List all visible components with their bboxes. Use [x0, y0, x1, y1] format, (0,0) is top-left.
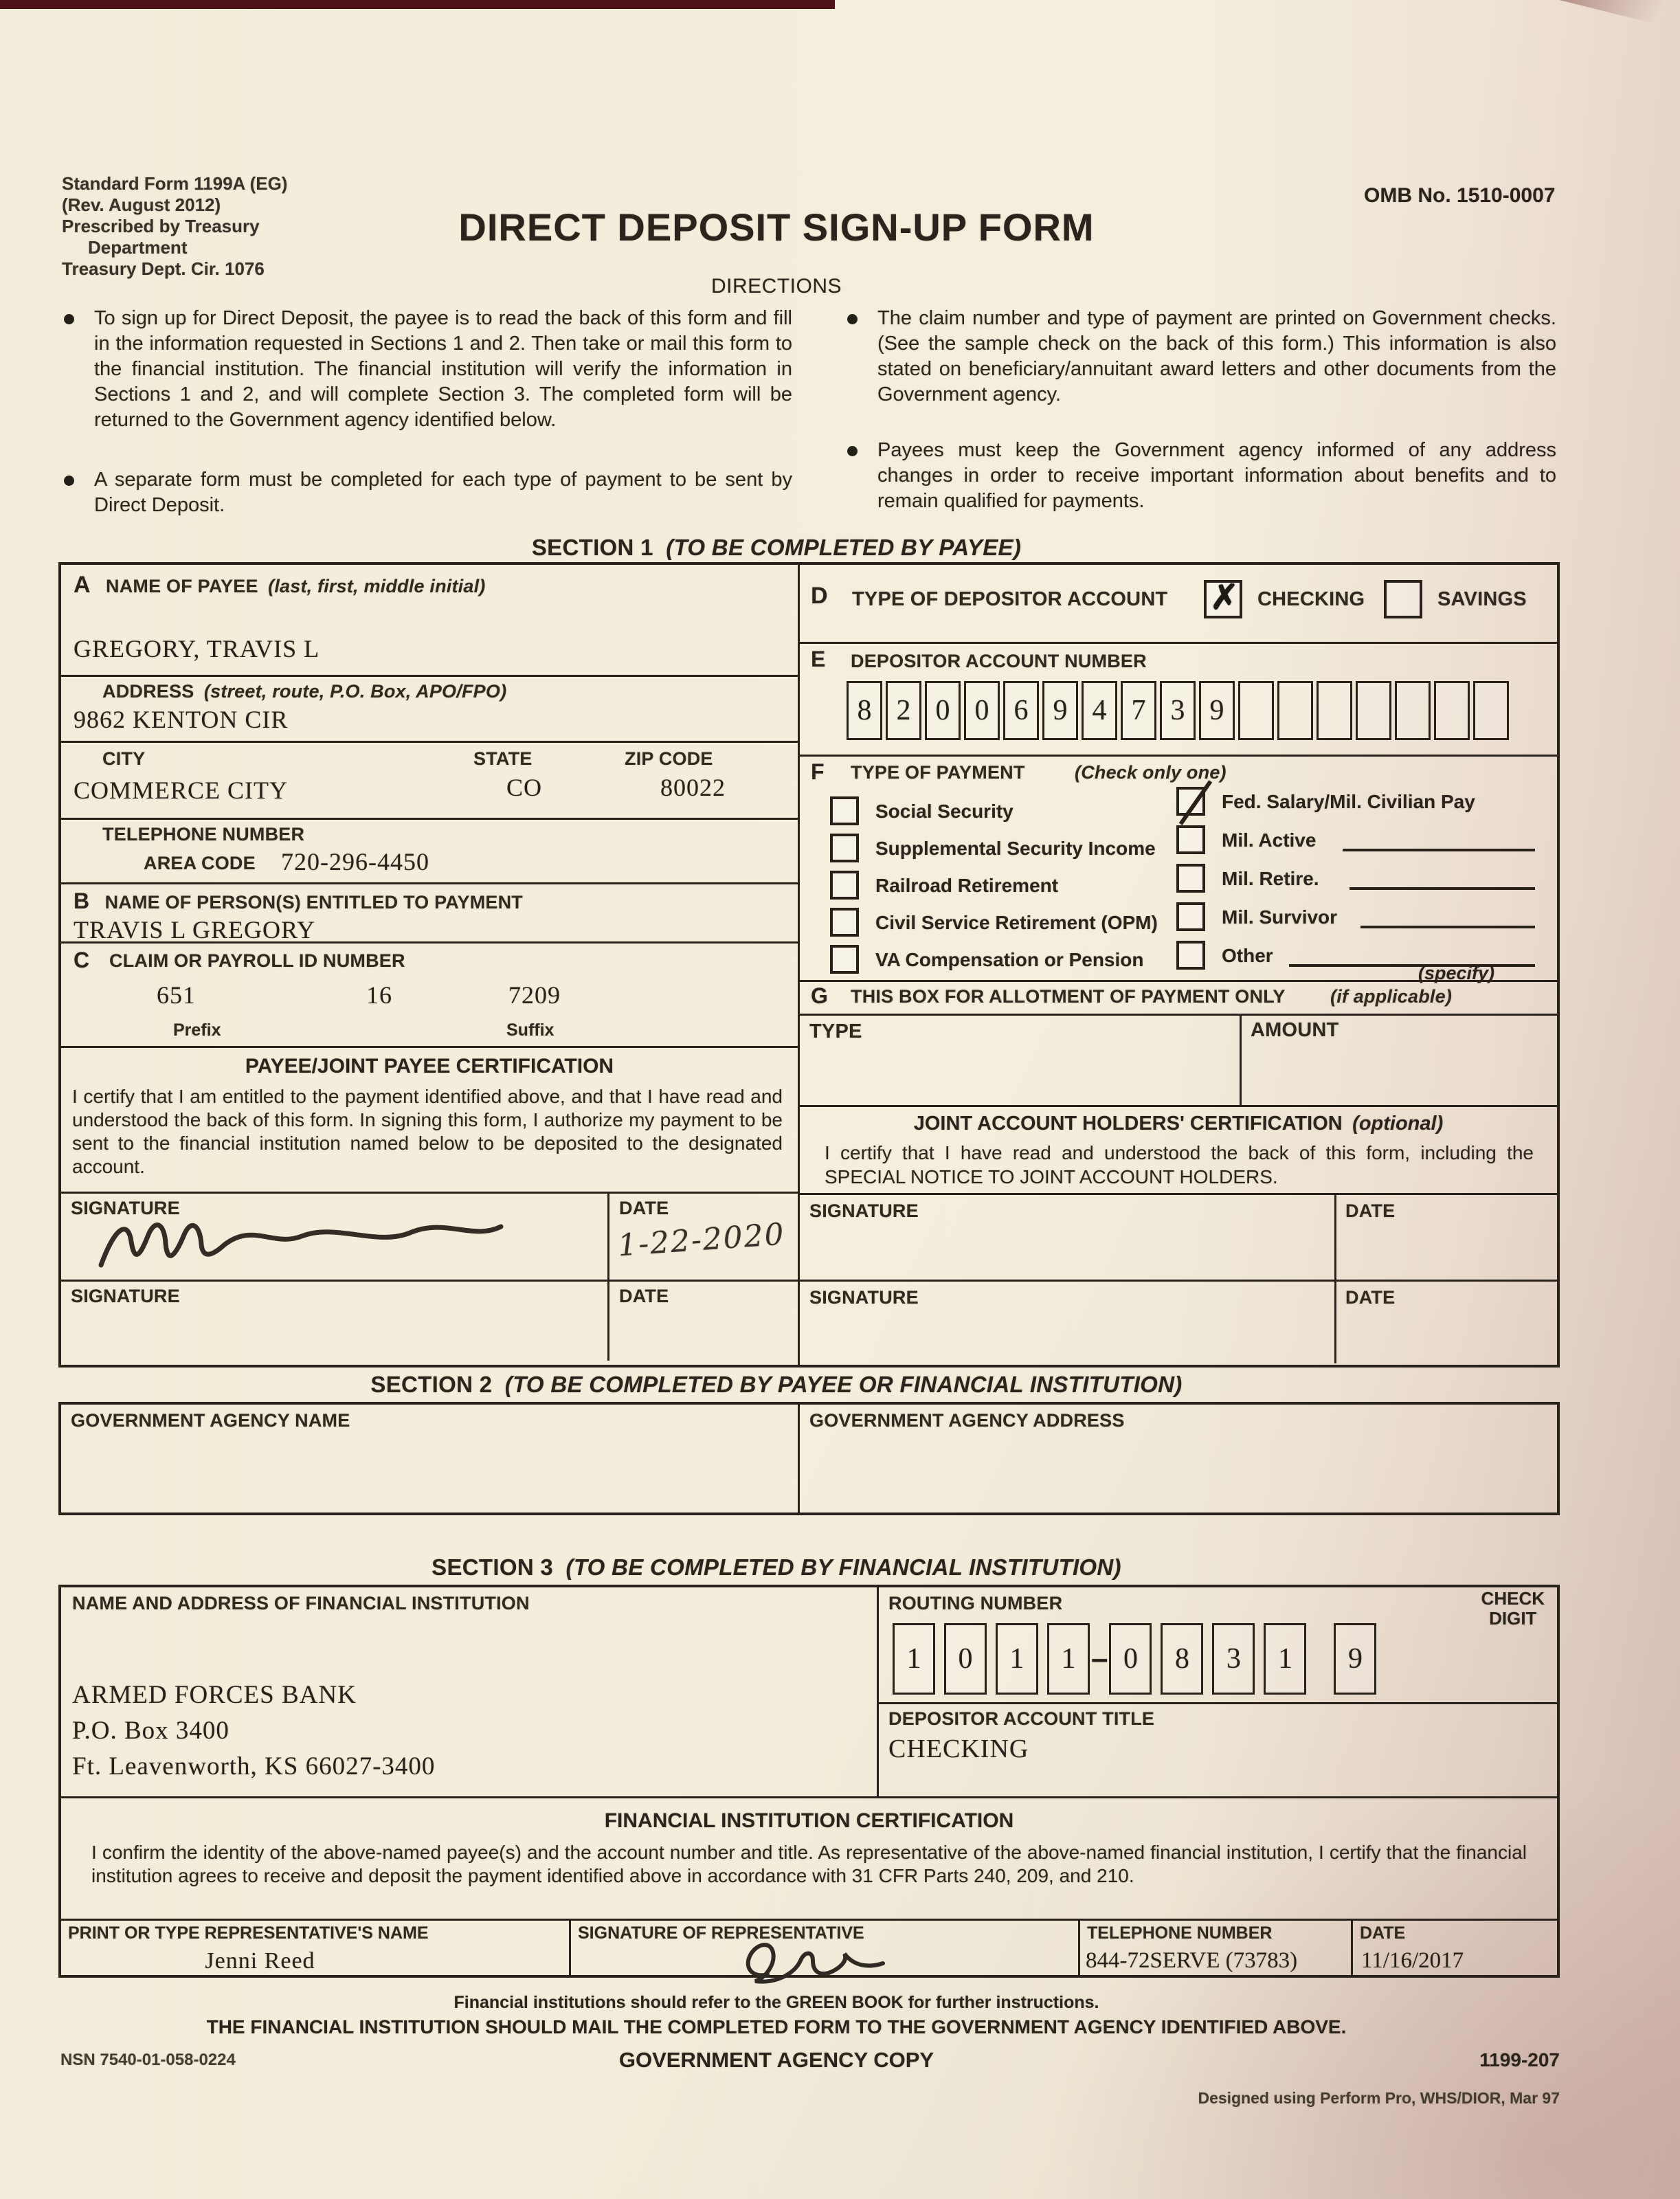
form-id-line: Prescribed by Treasury: [62, 216, 260, 236]
name-of-payee-value: GREGORY, TRAVIS L: [74, 635, 320, 662]
fed-salary-label: Fed. Salary/Mil. Civilian Pay: [1222, 791, 1475, 812]
designed-note: Designed using Perform Pro, WHS/DIOR, Mar 97: [1198, 2089, 1560, 2107]
directions-heading: DIRECTIONS: [710, 275, 842, 298]
claim-suffix-value: 7209: [508, 981, 561, 1009]
va-compensation-label: VA Compensation or Pension: [875, 949, 1144, 970]
account-digit-box: 9: [1199, 681, 1235, 740]
area-code-label: AREA CODE: [144, 853, 256, 873]
joint-cert-heading-note: (optional): [1352, 1113, 1444, 1135]
savings-label: SAVINGS: [1437, 588, 1527, 610]
green-book-note: Financial institutions should refer to the GREEN BOOK for further instructions.: [453, 1993, 1099, 2012]
fi-cert-body: I confirm the identity of the above-named payee(s) and the account number and title. As representative of the above-named financial institution, I certify that the financial institution agrees to receive and deposit the payment identified above in accordance with 31 CFR Parts 240, 209, and 210.: [91, 1842, 1527, 1886]
directions-right-column: [842, 306, 1556, 518]
mil-active-line: [1343, 829, 1535, 851]
city-value: COMMERCE CITY: [74, 777, 289, 804]
directions-left-column: [58, 306, 792, 518]
address-note: (street, route, P.O. Box, APO/FPO): [203, 681, 507, 702]
representative-row: [61, 1919, 1557, 1975]
agency-address-label: GOVERNMENT AGENCY ADDRESS: [809, 1410, 1125, 1431]
fi-city-state-zip: Ft. Leavenworth, KS 66027-3400: [72, 1752, 436, 1781]
account-digit-box: [1238, 681, 1274, 740]
account-number-boxes: [847, 681, 1509, 740]
account-digit-box: 6: [1003, 681, 1039, 740]
rep-signature-scribble: [729, 1933, 921, 1988]
payee-date-value: 1-22-2020: [616, 1216, 787, 1264]
account-title-cell: [879, 1704, 1557, 1796]
payee-signature-row-1: [61, 1192, 798, 1280]
ssi-checkbox: [830, 834, 859, 862]
divider: [607, 1282, 609, 1361]
fed-salary-checkbox: [1176, 787, 1205, 816]
agency-name-cell: [61, 1405, 800, 1512]
mil-survivor-label: Mil. Survivor: [1222, 906, 1338, 928]
civil-service-label: Civil Service Retirement (OPM): [875, 912, 1158, 933]
photo-edge-artifact-top: [0, 0, 835, 9]
routing-digit-box: 1: [1047, 1623, 1090, 1695]
zip-label: ZIP CODE: [625, 748, 713, 769]
person-entitled-value: TRAVIS L GREGORY: [74, 916, 316, 944]
check-digit-label: [1481, 1589, 1545, 1629]
checking-label: CHECKING: [1257, 588, 1365, 610]
routing-digit-box: 0: [1109, 1623, 1152, 1695]
name-of-payee-note: (last, first, middle initial): [268, 576, 486, 596]
payee-cert-body: I certify that I am entitled to the payment identified above, and that I have read and understood the back of this form. In signing this form, I authorize my payment to be sent to the financial institution named below to be deposited to the designated account.: [72, 1086, 783, 1177]
account-title-label: DEPOSITOR ACCOUNT TITLE: [888, 1708, 1155, 1729]
account-digit-box: [1356, 681, 1391, 740]
account-digit-box: 3: [1160, 681, 1196, 740]
joint-cert-body: I certify that I have read and understood the back of this form, including the SPECIAL NOTICE TO JOINT ACCOUNT HOLDERS.: [825, 1142, 1534, 1187]
mil-active-checkbox: [1176, 825, 1205, 854]
rep-phone-cell: [1080, 1921, 1353, 1975]
field-tag-a: A: [74, 572, 91, 598]
field-tag-f: F: [811, 759, 825, 784]
account-digit-box: [1395, 681, 1431, 740]
nsn-number: NSN 7540-01-058-0224: [60, 2051, 236, 2069]
date-label: DATE: [1345, 1287, 1396, 1308]
routing-digit-box: 8: [1161, 1623, 1203, 1695]
field-tag-c: C: [74, 948, 90, 972]
joint-cert-heading-wrap: [800, 1113, 1557, 1135]
field-telephone: [61, 818, 798, 882]
divider: [1334, 1282, 1336, 1363]
section1-right-column: [800, 565, 1557, 1365]
account-title-value: CHECKING: [888, 1734, 1029, 1763]
specify-note: (specify): [1418, 963, 1495, 983]
routing-dash: –: [1091, 1642, 1108, 1675]
agency-name-label: GOVERNMENT AGENCY NAME: [71, 1410, 350, 1431]
rep-name-value: Jenni Reed: [205, 1948, 315, 1974]
field-address: [61, 675, 798, 741]
rep-name-label: PRINT OR TYPE REPRESENTATIVE'S NAME: [68, 1923, 429, 1943]
person-entitled-label: NAME OF PERSON(S) ENTITLED TO PAYMENT: [104, 892, 524, 913]
field-person-entitled: [61, 882, 798, 944]
financial-institution-label: NAME AND ADDRESS OF FINANCIAL INSTITUTION: [72, 1593, 530, 1614]
check-digit-box: 9: [1334, 1623, 1376, 1695]
field-claim-payroll-id: [61, 941, 798, 1046]
rep-signature-label: SIGNATURE OF REPRESENTATIVE: [578, 1923, 864, 1943]
field-type-of-payment: [800, 755, 1557, 983]
zip-value: 80022: [660, 774, 726, 801]
rep-date-cell: [1353, 1921, 1557, 1975]
account-digit-box: 8: [847, 681, 882, 740]
form-id-line: Department: [88, 237, 188, 258]
field-tag-d: D: [811, 583, 828, 609]
routing-number-cell: [879, 1587, 1557, 1704]
payee-signature-scribble: [89, 1206, 611, 1282]
suffix-label: Suffix: [506, 1020, 555, 1040]
form-id-line: (Rev. August 2012): [62, 194, 221, 215]
section2-heading: [58, 1372, 1494, 1398]
state-value: CO: [506, 774, 543, 801]
allotment-note: (if applicable): [1330, 986, 1453, 1007]
check-digit-label-line1: CHECK: [1481, 1588, 1545, 1609]
social-security-checkbox: [830, 796, 859, 825]
section2-heading-note: (TO BE COMPLETED BY PAYEE OR FINANCIAL INSTITUTION): [504, 1372, 1183, 1397]
address-label: ADDRESS: [102, 681, 194, 702]
payee-cert-heading: PAYEE/JOINT PAYEE CERTIFICATION: [245, 1055, 614, 1078]
account-digit-box: 9: [1042, 681, 1078, 740]
joint-certification: [800, 1105, 1557, 1193]
date-label: DATE: [1345, 1201, 1396, 1221]
other-label: Other: [1222, 945, 1273, 966]
payee-signature-row-2: [61, 1280, 798, 1361]
account-digit-box: [1277, 681, 1313, 740]
state-label: STATE: [473, 748, 533, 769]
section3-table: [58, 1585, 1560, 1978]
field-name-of-payee: [61, 565, 798, 675]
check-digit-label-line2: DIGIT: [1489, 1608, 1537, 1629]
mil-survivor-line: [1360, 906, 1535, 928]
financial-institution-cell: [61, 1587, 879, 1796]
address-value: 9862 KENTON CIR: [74, 706, 289, 733]
payee-certification: [61, 1046, 798, 1192]
date-label: DATE: [619, 1198, 669, 1218]
city-label: CITY: [102, 748, 146, 769]
signature-label: SIGNATURE: [71, 1198, 180, 1218]
joint-signature-row-2: [800, 1280, 1557, 1363]
telephone-label: TELEPHONE NUMBER: [102, 824, 305, 845]
civil-service-checkbox: [830, 908, 859, 937]
claim-prefix-value: 651: [157, 981, 196, 1009]
checking-checkbox: [1204, 580, 1242, 618]
fi-name: ARMED FORCES BANK: [72, 1681, 357, 1709]
field-tag-e: E: [811, 647, 826, 671]
claim-middle-value: 16: [366, 981, 392, 1009]
field-tag-g: G: [811, 983, 828, 1008]
divider: [800, 1014, 1557, 1016]
routing-number-boxes: [893, 1623, 1376, 1695]
section3-heading: [58, 1554, 1494, 1581]
other-checkbox: [1176, 941, 1205, 970]
checking-checkmark: ✗: [1210, 578, 1239, 616]
rep-date-value: 11/16/2017: [1361, 1948, 1464, 1973]
field-city-state-zip: [61, 741, 798, 818]
account-digit-box: 0: [964, 681, 1000, 740]
routing-digit-box: 1: [1264, 1623, 1306, 1695]
section2-table: [58, 1402, 1560, 1515]
section1-left-column: [61, 565, 800, 1365]
mil-active-label: Mil. Active: [1222, 829, 1317, 851]
section1-heading: [58, 535, 1494, 561]
routing-digit-box: 1: [996, 1623, 1038, 1695]
mil-retire-label: Mil. Retire.: [1222, 868, 1319, 889]
account-digit-box: 7: [1121, 681, 1156, 740]
rep-phone-label: TELEPHONE NUMBER: [1087, 1923, 1273, 1943]
form-title: DIRECT DEPOSIT SIGN-UP FORM: [458, 205, 1095, 249]
account-digit-box: [1473, 681, 1509, 740]
photo-edge-artifact-corner: [1542, 0, 1680, 34]
mil-retire-checkbox: [1176, 864, 1205, 893]
agency-address-cell: [800, 1405, 1557, 1512]
account-digit-box: 0: [925, 681, 961, 740]
form-id-line: Treasury Dept. Cir. 1076: [62, 258, 265, 279]
routing-digit-box: 3: [1212, 1623, 1255, 1695]
signature-label: SIGNATURE: [809, 1201, 919, 1221]
account-type-label: TYPE OF DEPOSITOR ACCOUNT: [852, 588, 1168, 610]
directions: [58, 306, 1560, 518]
routing-digit-box: 0: [944, 1623, 987, 1695]
account-number-label: DEPOSITOR ACCOUNT NUMBER: [851, 651, 1147, 671]
routing-number-label: ROUTING NUMBER: [888, 1593, 1063, 1614]
claim-id-label: CLAIM OR PAYROLL ID NUMBER: [109, 950, 405, 971]
direction-item: Payees must keep the Government agency informed of any address changes in order to receive important information about benefits and to remain qualified for payments.: [842, 438, 1556, 514]
telephone-value: 720-296-4450: [281, 848, 429, 875]
section3-heading-label: SECTION 3: [432, 1554, 554, 1580]
direction-item: The claim number and type of payment are printed on Government checks. (See the sample check on the back of this form.) This information is also stated on beneficiary/annuitant award letters and other documents from the Government agency.: [842, 306, 1556, 408]
allotment-label: THIS BOX FOR ALLOTMENT OF PAYMENT ONLY: [851, 986, 1286, 1007]
account-digit-box: 2: [886, 681, 921, 740]
date-label: DATE: [619, 1286, 669, 1306]
signature-label: SIGNATURE: [71, 1286, 180, 1306]
signature-label: SIGNATURE: [809, 1287, 919, 1308]
field-depositor-account-number: [800, 642, 1557, 755]
section1-heading-label: SECTION 1: [531, 535, 653, 560]
joint-cert-heading: JOINT ACCOUNT HOLDERS' CERTIFICATION: [913, 1113, 1343, 1135]
railroad-retirement-checkbox: [830, 871, 859, 900]
savings-checkbox: [1384, 580, 1422, 618]
allotment-amount-label: AMOUNT: [1251, 1019, 1339, 1041]
financial-institution-address: [72, 1677, 866, 1785]
rep-phone-value: 844-72SERVE (73783): [1086, 1948, 1298, 1973]
routing-digit-box: 1: [893, 1623, 935, 1695]
form-number: 1199-207: [1479, 2049, 1560, 2070]
direction-item: A separate form must be completed for each type of payment to be sent by Direct Deposit.: [58, 467, 792, 518]
form-id-line: Standard Form 1199A (EG): [62, 173, 288, 194]
direction-item: To sign up for Direct Deposit, the payee is to read the back of this form and fill in the information requested in Sections 1 and 2. Then take or mail this form to the financial institution. The financial institution will verify the information in Sections 1 and 2, and will complete Section 3. The completed form will be returned to the Government agency identified below.: [58, 306, 792, 433]
name-of-payee-label: NAME OF PAYEE: [106, 576, 258, 596]
fi-certification: [61, 1796, 1557, 1919]
field-allotment: [800, 980, 1557, 1105]
account-digit-box: [1317, 681, 1352, 740]
divider: [1334, 1195, 1336, 1280]
railroad-retirement-label: Railroad Retirement: [875, 875, 1059, 896]
account-digit-box: 4: [1082, 681, 1117, 740]
rep-date-label: DATE: [1360, 1923, 1406, 1943]
ssi-label: Supplemental Security Income: [875, 838, 1156, 859]
mail-note: THE FINANCIAL INSTITUTION SHOULD MAIL THE COMPLETED FORM TO THE GOVERNMENT AGENCY IDENTIFIED ABOVE.: [206, 2016, 1347, 2038]
mil-survivor-checkbox: [1176, 902, 1205, 931]
fi-cert-heading: FINANCIAL INSTITUTION CERTIFICATION: [604, 1809, 1014, 1832]
joint-signature-row-1: [800, 1193, 1557, 1280]
allotment-type-label: TYPE: [809, 1020, 862, 1042]
rep-name-cell: [61, 1921, 571, 1975]
payment-type-note: (Check only one): [1075, 762, 1227, 783]
fed-salary-checkmark: [1179, 780, 1213, 825]
va-compensation-checkbox: [830, 945, 859, 974]
copy-designation: GOVERNMENT AGENCY COPY: [618, 2048, 934, 2072]
section2-heading-label: SECTION 2: [370, 1372, 493, 1397]
omb-number: OMB No. 1510-0007: [1364, 184, 1556, 207]
mil-retire-line: [1349, 868, 1535, 890]
other-line: [1289, 945, 1535, 967]
section1-table: [58, 562, 1560, 1368]
divider: [1240, 1014, 1242, 1105]
social-security-label: Social Security: [875, 801, 1013, 822]
field-depositor-account-type: [800, 565, 1557, 642]
section3-heading-note: (TO BE COMPLETED BY FINANCIAL INSTITUTION): [565, 1554, 1121, 1580]
prefix-label: Prefix: [173, 1020, 221, 1040]
account-digit-box: [1434, 681, 1470, 740]
payment-type-label: TYPE OF PAYMENT: [851, 762, 1025, 783]
field-tag-b: B: [74, 889, 90, 913]
divider: [607, 1194, 609, 1280]
section1-heading-note: (TO BE COMPLETED BY PAYEE): [666, 535, 1022, 560]
fi-po-box: P.O. Box 3400: [72, 1717, 229, 1745]
rep-signature-cell: [571, 1921, 1080, 1975]
